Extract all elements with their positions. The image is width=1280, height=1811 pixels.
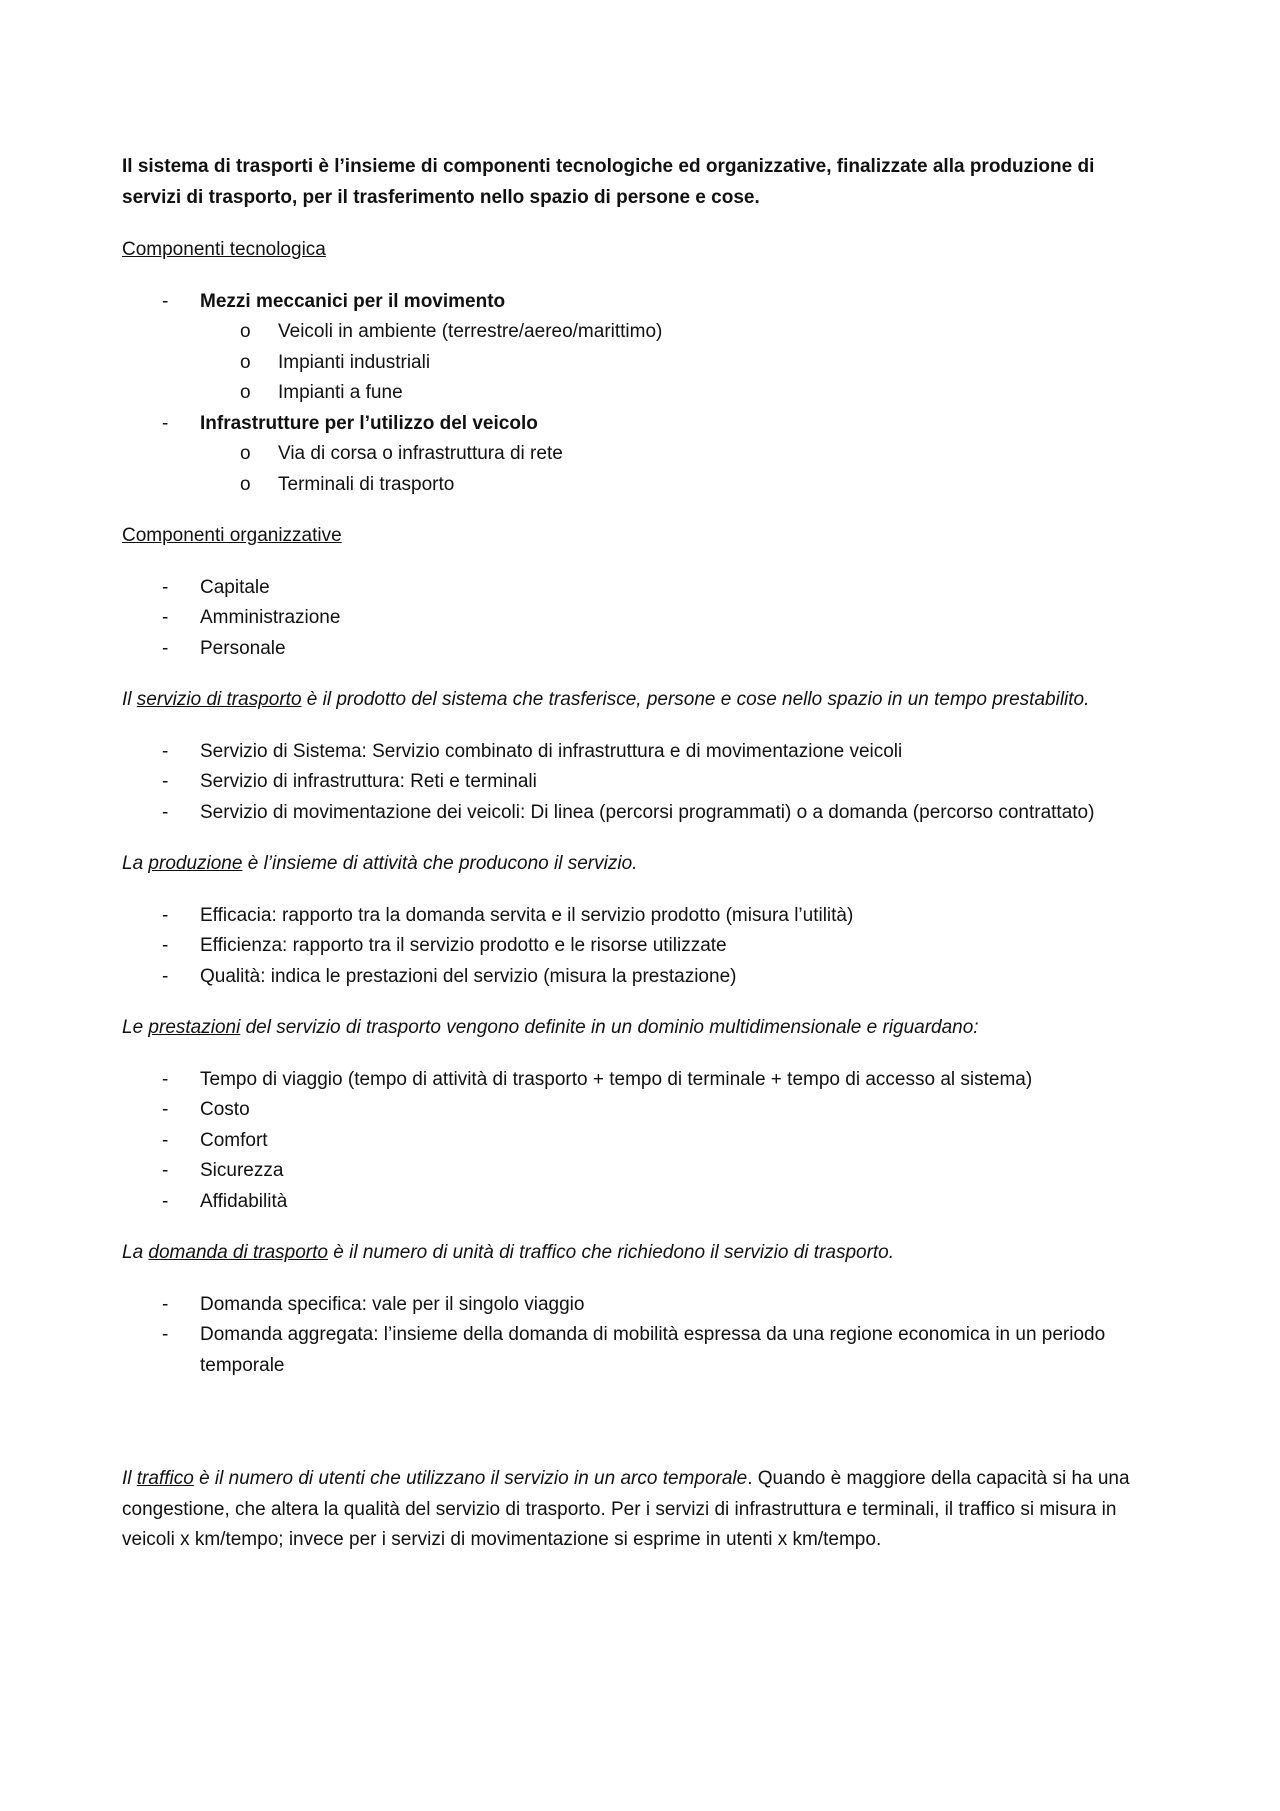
produzione-definition xyxy=(122,849,1150,880)
definition-text: è il prodotto del sistema che trasferisce, persone e cose nello spazio in un tempo prestabilito. xyxy=(301,689,1090,710)
list-item-text: Efficacia: rapporto tra la domanda servita e il servizio prodotto (misura l’utilità) xyxy=(200,904,854,926)
list-item-text: Mezzi meccanici per il movimento xyxy=(200,290,506,312)
list-item xyxy=(122,603,1150,634)
list-item xyxy=(122,573,1150,604)
circle-bullet: o xyxy=(240,382,251,403)
servizio-definition xyxy=(122,685,1150,716)
org-list xyxy=(122,573,1150,665)
definition-prefix: Il xyxy=(122,1468,137,1489)
list-item xyxy=(122,931,1150,962)
sub-list-item xyxy=(122,348,1150,379)
circle-bullet: o xyxy=(240,351,251,373)
dash-bullet: - xyxy=(162,904,169,926)
definition-prefix: La xyxy=(122,853,149,874)
list-item xyxy=(122,634,1150,665)
list-item xyxy=(122,1187,1150,1218)
list-item-text: Infrastrutture per l’utilizzo del veicolo xyxy=(200,412,538,434)
domanda-definition xyxy=(122,1238,1150,1269)
list-item-text: Domanda specifica: vale per il singolo viaggio xyxy=(200,1293,585,1315)
list-item-text: Servizio di Sistema: Servizio combinato di infrastruttura e di movimentazione veicoli xyxy=(200,740,903,762)
dash-bullet: - xyxy=(162,1129,169,1151)
circle-bullet: o xyxy=(240,321,251,342)
dash-bullet: - xyxy=(162,412,169,434)
list-item-text: Servizio di infrastruttura: Reti e terminali xyxy=(200,771,537,792)
tech-list xyxy=(122,287,1150,501)
definition-term: domanda di trasporto xyxy=(148,1242,328,1263)
dash-bullet: - xyxy=(162,965,169,987)
definition-term: servizio di trasporto xyxy=(136,689,302,710)
sub-list xyxy=(200,439,1150,500)
definition-text: è il numero di unità di traffico che richiedono il servizio di trasporto. xyxy=(327,1242,895,1263)
prestazioni-list xyxy=(122,1065,1150,1218)
sub-item-text: Veicoli in ambiente (terrestre/aereo/marittimo) xyxy=(278,321,663,342)
dash-bullet: - xyxy=(162,801,169,823)
list-item-text: Domanda aggregata: l’insieme della domanda di mobilità espressa da una regione economica in un periodo temporale xyxy=(200,1324,1106,1376)
definition-prefix: La xyxy=(122,1242,149,1263)
list-item xyxy=(122,1095,1150,1126)
sub-item-text: Via di corsa o infrastruttura di rete xyxy=(278,443,563,464)
traffico-paragraph xyxy=(122,1464,1150,1556)
list-item-text: Affidabilità xyxy=(200,1190,288,1212)
org-heading: Componenti organizzative xyxy=(122,525,342,546)
sub-list-item xyxy=(122,439,1150,470)
dash-bullet: - xyxy=(162,935,169,956)
definition-text: è l’insieme di attività che producono il servizio. xyxy=(242,853,638,874)
sub-list-item xyxy=(122,378,1150,409)
tech-heading: Componenti tecnologica xyxy=(122,239,326,260)
sub-item-text: Impianti a fune xyxy=(278,382,403,403)
prestazioni-definition xyxy=(122,1013,1150,1044)
sub-list xyxy=(200,317,1150,409)
definition-term: produzione xyxy=(148,853,243,874)
paragraph-text: . Quando è maggiore della capacità si ha una congestione, che altera la qualità del servizio di trasporto. Per i servizi di infrastruttura e terminali, il traffico si misura in veicoli x km/tempo; invece per i servizi di movimentazione si esprime in utenti x km/tempo. xyxy=(122,1468,1130,1550)
definition-term: prestazioni xyxy=(148,1017,241,1038)
dash-bullet: - xyxy=(162,576,169,598)
list-item-text: Personale xyxy=(200,637,286,659)
definition-term: traffico xyxy=(136,1468,194,1489)
sub-list-item xyxy=(122,470,1150,501)
list-item-text: Sicurezza xyxy=(200,1160,284,1181)
dash-bullet: - xyxy=(162,1324,169,1345)
list-item-text: Costo xyxy=(200,1099,250,1120)
definition-text: del servizio di trasporto vengono definite in un dominio multidimensionale e riguardano: xyxy=(240,1017,979,1038)
definition-prefix: Le xyxy=(122,1017,149,1038)
list-item-text: Servizio di movimentazione dei veicoli: Di linea (percorsi programmati) o a domanda (percorso contrattato) xyxy=(200,801,1095,823)
list-item xyxy=(122,737,1150,768)
dash-bullet: - xyxy=(162,740,169,762)
circle-bullet: o xyxy=(240,443,251,464)
sub-item-text: Impianti industriali xyxy=(278,351,431,373)
definition-text: è il numero di utenti che utilizzano il servizio in un arco temporale xyxy=(193,1468,748,1489)
list-item xyxy=(122,1320,1150,1381)
list-item xyxy=(122,409,1150,501)
dash-bullet: - xyxy=(162,607,169,628)
list-item-text: Capitale xyxy=(200,576,270,598)
sub-item-text: Terminali di trasporto xyxy=(278,473,455,495)
dash-bullet: - xyxy=(162,1160,169,1181)
dash-bullet: - xyxy=(162,1068,169,1090)
sub-list-item xyxy=(122,317,1150,348)
list-item xyxy=(122,1290,1150,1321)
list-item xyxy=(122,1156,1150,1187)
circle-bullet: o xyxy=(240,473,251,495)
list-item xyxy=(122,962,1150,993)
dash-bullet: - xyxy=(162,290,169,312)
list-item-text: Efficienza: rapporto tra il servizio prodotto e le risorse utilizzate xyxy=(200,935,727,956)
dash-bullet: - xyxy=(162,771,169,792)
list-item xyxy=(122,1126,1150,1157)
list-item xyxy=(122,798,1150,829)
list-item xyxy=(122,287,1150,409)
list-item-text: Tempo di viaggio (tempo di attività di trasporto + tempo di terminale + tempo di accesso al sistema) xyxy=(200,1068,1033,1090)
list-item xyxy=(122,1065,1150,1096)
definition-prefix: Il xyxy=(122,689,137,710)
dash-bullet: - xyxy=(162,1190,169,1212)
dash-bullet: - xyxy=(162,1099,169,1120)
list-item-text: Qualità: indica le prestazioni del servizio (misura la prestazione) xyxy=(200,965,737,987)
list-item xyxy=(122,901,1150,932)
servizio-list xyxy=(122,737,1150,829)
list-item xyxy=(122,767,1150,798)
blank-space xyxy=(122,1402,1150,1464)
list-item-text: Amministrazione xyxy=(200,607,341,628)
dash-bullet: - xyxy=(162,1293,169,1315)
domanda-list xyxy=(122,1290,1150,1382)
intro-paragraph: Il sistema di trasporti è l’insieme di componenti tecnologiche ed organizzative, finalizzate alla produzione di servizi di trasporto, per il trasferimento nello spazio di persone e cose. xyxy=(122,156,1095,208)
list-item-text: Comfort xyxy=(200,1129,268,1151)
produzione-list xyxy=(122,901,1150,993)
dash-bullet: - xyxy=(162,637,169,659)
